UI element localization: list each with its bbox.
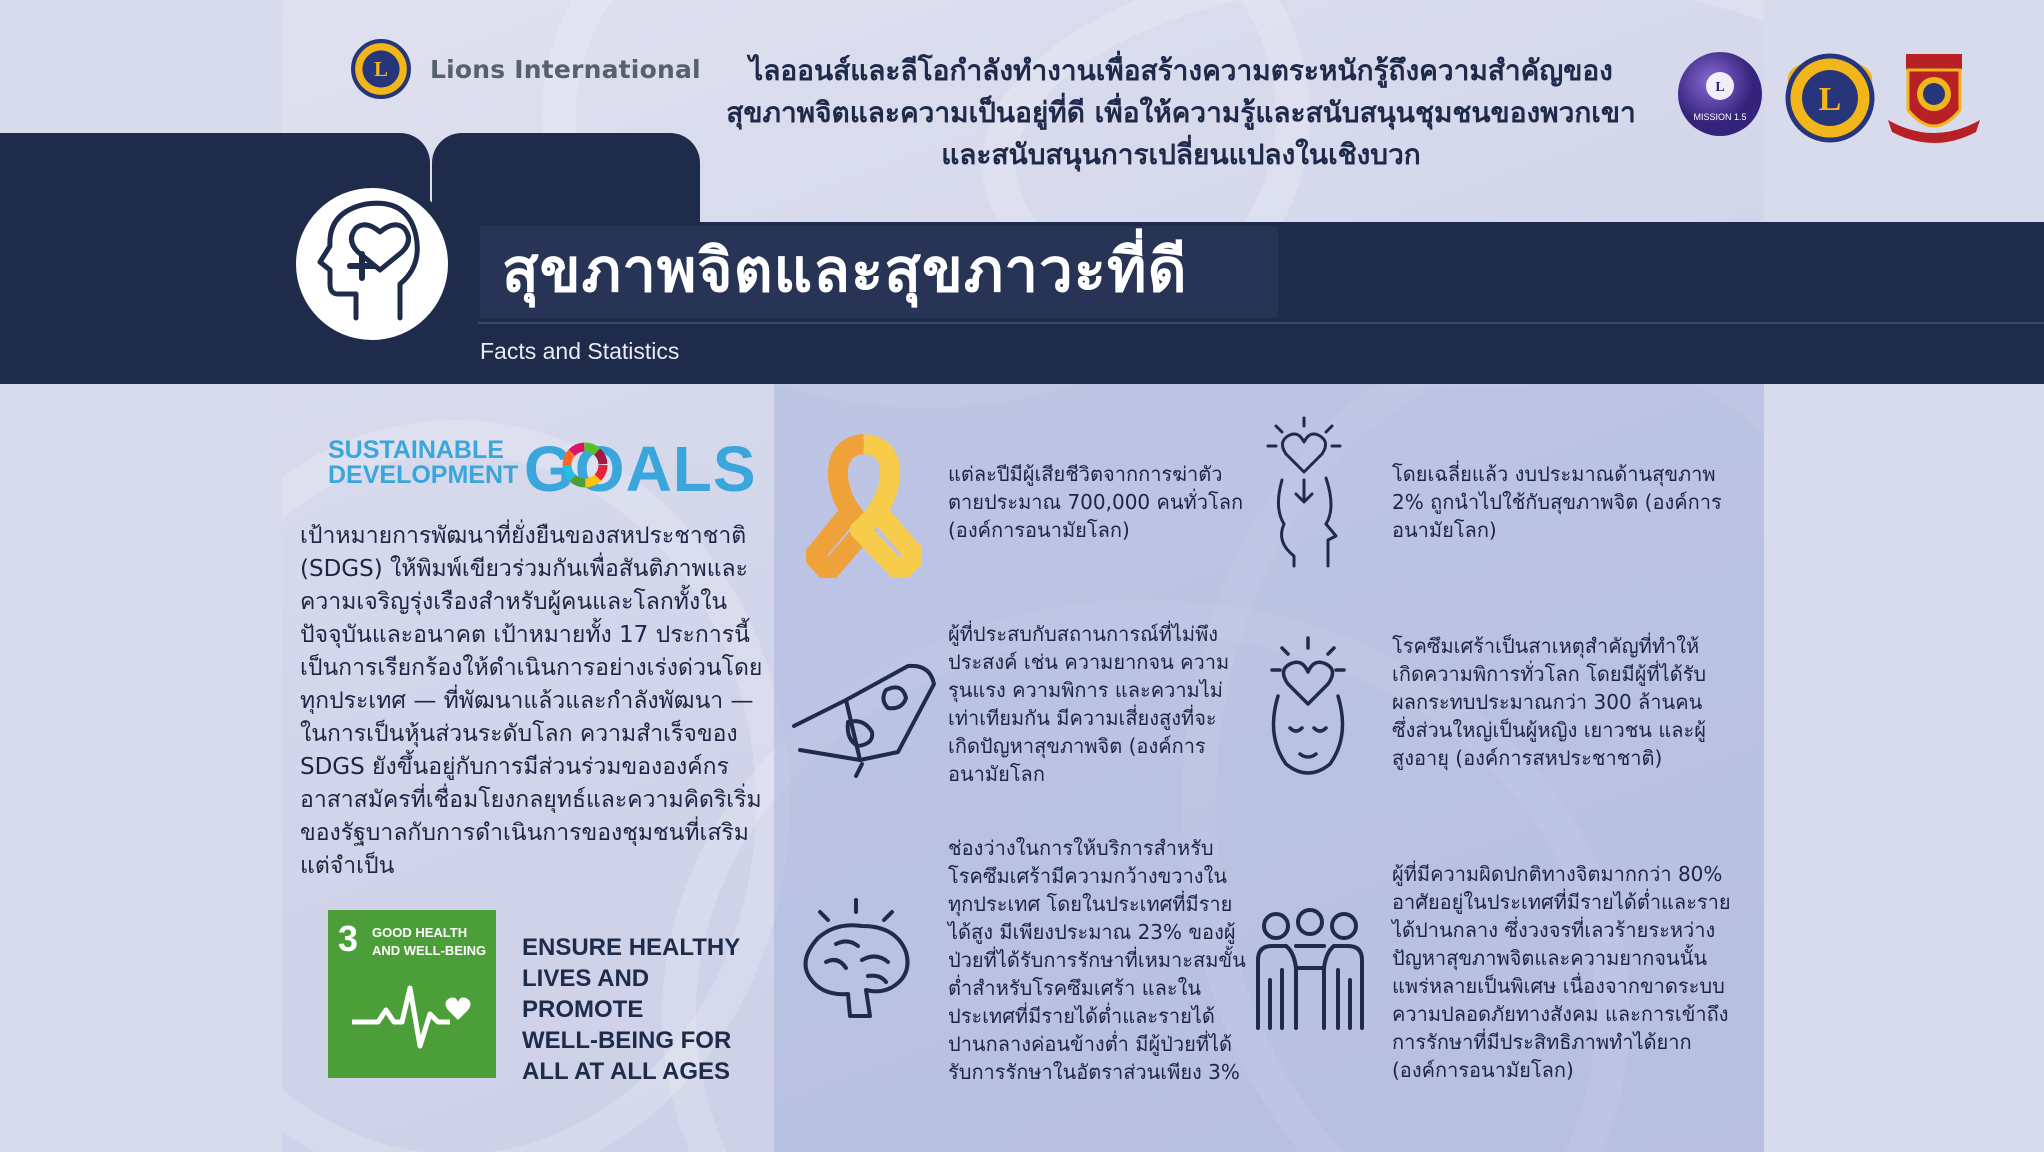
stat-text: แต่ละปีมีผู้เสียชีวิตจากการฆ่าตัวตายประมาณ 700,000 คนทั่วโลก (องค์การอนามัยโลก) xyxy=(948,462,1244,542)
page-subtitle: Facts and Statistics xyxy=(480,338,680,364)
mission-badge-label: MISSION 1.5 xyxy=(1693,112,1747,122)
lions-emblem-icon xyxy=(350,38,412,100)
svg-text:L: L xyxy=(1818,81,1842,118)
head-heart-icon xyxy=(1254,416,1354,570)
stat-text: โรคซึมเศร้าเป็นสาเหตุสำคัญที่ทำให้เกิดความพิการทั่วโลก โดยมีผู้ที่ได้รับผลกระทบประมาณกว่า 300 ล้านคน ซึ่งส่วนใหญ่เป็นผู้หญิง เยาวชน และผู้สูงอายุ (องค์การสหประชาชาติ) xyxy=(1392,634,1707,770)
headline-line: สุขภาพจิตและความเป็นอยู่ที่ดี เพื่อให้ความรู้และสนับสนุนชุมชนของพวกเขา xyxy=(726,96,1636,129)
goal3-tile xyxy=(328,910,496,1078)
sleeping-person-icon xyxy=(790,660,938,778)
sdg-logo-line: DEVELOPMENT xyxy=(328,461,519,489)
side-margin-right xyxy=(1764,0,2044,1152)
goal3-number: 3 xyxy=(338,918,359,959)
lions-club-badge-icon xyxy=(1782,50,1878,146)
people-group-icon xyxy=(1250,908,1370,1034)
mission-badge-icon xyxy=(1676,50,1764,138)
stat-text: โดยเฉลี่ยแล้ว งบประมาณด้านสุขภาพ 2% ถูกนำไปใช้กับสุขภาพจิต (องค์การอนามัยโลก) xyxy=(1392,462,1722,542)
lions-international-logo xyxy=(350,38,701,100)
goal3-label xyxy=(372,924,486,960)
goal3-desc-line: WELL-BEING FOR xyxy=(522,1027,732,1054)
sdg-logo-goals: GOALS xyxy=(524,433,757,505)
banner-tab xyxy=(432,133,700,223)
mental-health-head-icon xyxy=(316,196,430,326)
headline-line: และสนับสนุนการเปลี่ยนแปลงในเชิงบวก xyxy=(941,138,1421,171)
sdg-description: เป้าหมายการพัฒนาที่ยั่งยืนของสหประชาชาติ (SDGS) ให้พิมพ์เขียวร่วมกันเพื่อสันติภาพและความเจริญรุ่งเรืองสำหรับผู้คนและโลกทั้งในปัจจุบันและอนาคต เป้าหมายทั้ง 17 ประการนี้เป็นการเรียกร้องให้ดำเนินการอย่างเร่งด่วนโดยทุกประเทศ — ที่พัฒนาแล้วและกำลังพัฒนา — ในการเป็นหุ้นส่วนระดับโลก ความสำเร็จของ SDGS ยังขึ้นอยู่กับการมีส่วนร่วมขององค์กรอาสาสมัครที่เชื่อมโยงกลยุทธ์และความคิดริเริ่มของรัฐบาลกับการดำเนินการของชุมชนที่เสริม แต่จำเป็น xyxy=(300,523,763,879)
headline xyxy=(686,50,1676,176)
brand-name: Lions International xyxy=(430,54,701,84)
goal3-label-line: AND WELL-BEING xyxy=(372,943,487,958)
stat-text: ช่องว่างในการให้บริการสำหรับโรคซึมเศร้ามีความกว้างขวางในทุกประเทศ โดยในประเทศที่มีรายได้สูง มีเพียงประมาณ 23% ของผู้ป่วยที่ได้รับการรักษาที่เหมาะสมขั้นต่ำสำหรับโรคซึมเศร้า และในประเทศที่มีรายได้ต่ำและรายได้ปานกลางค่อนข้างต่ำ มีผู้ป่วยที่ได้รับการรักษาในอัตราส่วนเพียง 3% xyxy=(948,836,1246,1084)
svg-text:L: L xyxy=(1715,80,1725,95)
sdg-logo xyxy=(328,433,757,505)
face-heart-icon xyxy=(1258,636,1358,784)
goal3-desc-line: LIVES AND PROMOTE xyxy=(522,965,650,1023)
sdg-wheel-icon xyxy=(560,440,610,490)
goal3-desc-line: ENSURE HEALTHY xyxy=(522,934,741,961)
charter-50-years-badge-icon xyxy=(1884,50,1984,146)
headline-line: ไลออนส์และลีโอกำลังทำงานเพื่อสร้างความตระหนักรู้ถึงความสำคัญของ xyxy=(749,54,1613,87)
banner-divider xyxy=(478,322,2044,324)
goal3-desc-line: ALL AT ALL AGES xyxy=(522,1058,730,1085)
ribbon-icon xyxy=(806,432,922,578)
goal3-label-line: GOOD HEALTH xyxy=(372,925,468,940)
svg-text:L: L xyxy=(374,59,388,82)
goal3-description xyxy=(522,932,762,1087)
brain-icon xyxy=(796,898,916,1022)
stat-text: ผู้ที่มีความผิดปกติทางจิตมากกว่า 80% อาศัยอยู่ในประเทศที่มีรายได้ต่ำและรายได้ปานกลาง ซึ่งวงจรที่เลวร้ายระหว่างปัญหาสุขภาพจิตและความยากจนนั้นแพร่หลายเป็นพิเศษ เนื่องจากขาดระบบความปลอดภัยทางสังคม และการเข้าถึงการรักษาที่มีประสิทธิภาพทำได้ยาก (องค์การอนามัยโลก) xyxy=(1392,862,1731,1082)
sdg-logo-line: SUSTAINABLE xyxy=(328,436,504,464)
heartbeat-icon xyxy=(350,980,476,1050)
stat-text: ผู้ที่ประสบกับสถานการณ์ที่ไม่พึงประสงค์ เช่น ความยากจน ความรุนแรง ความพิการ และความไม่เท่าเทียมกัน มีความเสี่ยงสูงที่จะเกิดปัญหาสุขภาพจิต (องค์การอนามัยโลก xyxy=(948,622,1230,786)
page-title: สุขภาพจิตและสุขภาวะที่ดี xyxy=(502,236,1188,306)
